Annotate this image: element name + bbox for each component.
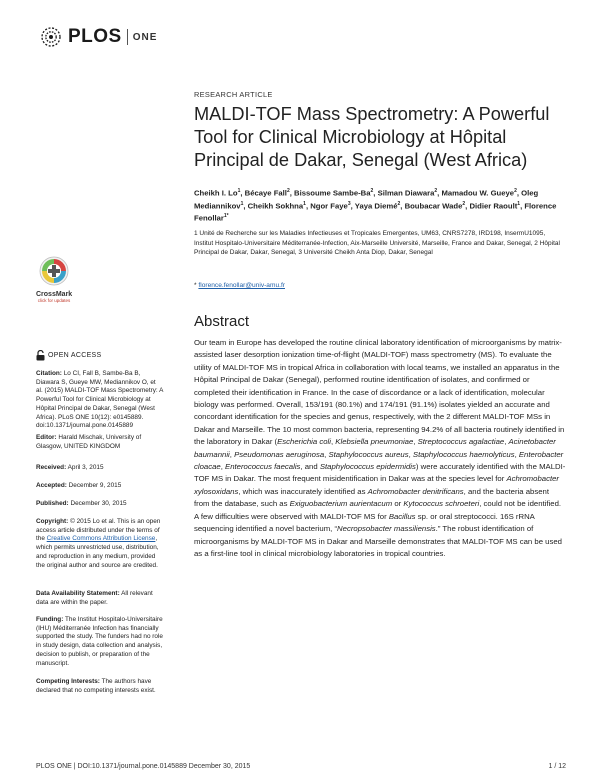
species-name: Pseudomonas aeruginosa: [234, 449, 325, 459]
species-name: Klebsiella pneumoniae: [335, 437, 414, 447]
received-date: April 3, 2015: [66, 464, 104, 471]
species-name: Kytococcus schroeteri: [403, 499, 480, 509]
license-link[interactable]: Creative Commons Attribution License: [46, 535, 156, 543]
funding-text: The Institut Hospitalo-Universitaire (IHU) Méditerranée Infection has financially supported the study. The funders had no role in study design, data collection and analysis, decision to publish, or preparation of the manuscript.: [36, 616, 163, 667]
crossmark-icon: [39, 256, 69, 286]
logo-text: PLOS: [68, 26, 122, 47]
author-name: Boubacar Wade: [404, 201, 463, 211]
author-name: Cheikh I. Lo: [194, 188, 238, 198]
abstract-text: Our team in Europe has developed the routine clinical laboratory identification of microorganisms by matrix-assisted laser desorption ionization time-of-flight (MALDI-TOF) mass spectrometry (MS). To evaluate the utility of MALDI-TOF MS in tropical Africa in collaboration with local teams, we installed an apparatus in the Hôpital Principal de Dakar (Senegal), performed routine identification of isolates, and confirmed or completed their identification in France. In the case of discordance or a lack of identification, molecular biology was performed. Overall, 153/191 (80.1%) and 174/191 (91.1%) isolates yielded an accurate and concordant identification for the species and genus, respectively, with the 2 different MALDI-TOF MSs in Dakar and Marseille. The 10 most common bacteria, representing 94.2% of all bacteria routinely identified in the laboratory in Dakar (Escherichia coli, Klebsiella pneumoniae, Streptococcus agalactiae, Acinetobacter baumannii, Pseudomonas aeruginosa, Staphylococcus aureus, Staphylococcus haemolyticus, Enterobacter cloacae, Enterococcus faecalis, and Staphylococcus epidermidis) were accurately identified with the MALDI-TOF MS in Dakar. The most frequent misidentification in Dakar was at the species level for Achromobacter xylosoxidans, which was inaccurately identified as Achromobacter denitrificans, and the bacteria absent from the database, such as Exiguobacterium aurientacum or Kytococcus schroeteri, could not be identified. A few difficulties were observed with MALDI-TOF MS for Bacillus sp. or oral streptococci. 16S rRNA sequencing identified a novel bacterium, “Necropsobacter massiliensis.” The robust identification of microorganisms by MALDI-TOF MS in Dakar and Marseille demonstrates that MALDI-TOF MS can be used as a first-line tool in clinical microbiology laboratories in tropical countries.: [194, 338, 566, 558]
open-access-badge: [36, 350, 101, 361]
competing-interests-text: The authors have declared that no competing interests exist.: [36, 678, 156, 694]
editor-text: Harald Mischak, University of Glasgow, UNITED KINGDOM: [36, 434, 142, 450]
author-affiliation-sup: 2: [397, 200, 401, 207]
author-name: Mamadou W. Gueye: [441, 188, 515, 198]
competing-interests-label: Competing Interests:: [36, 678, 100, 685]
article-type: RESEARCH ARTICLE: [194, 90, 273, 99]
data-availability-text: All relevant data are within the paper.: [36, 590, 153, 606]
citation-label: Citation:: [36, 370, 62, 377]
author-name: Florence Fenollar: [194, 201, 557, 223]
competing-interests-block: [36, 678, 164, 695]
email-prefix: *: [194, 282, 199, 289]
species-name: Enterococcus faecalis: [225, 462, 301, 472]
species-name: Achromobacter xylosoxidans: [194, 474, 559, 496]
species-name: Achromobacter denitrificans: [367, 486, 464, 496]
editor-block: [36, 434, 164, 451]
author-affiliation-sup: 2: [514, 188, 517, 194]
article-title: MALDI-TOF Mass Spectrometry: A Powerful Tool for Clinical Microbiology at Hôpital Principal de Dakar, Senegal (West Africa): [194, 104, 550, 170]
author-affiliation-sup: 2: [462, 200, 466, 207]
author-affiliation-sup: 1: [517, 200, 521, 207]
page-number: 1 / 12: [548, 763, 566, 770]
copyright-block: [36, 518, 164, 570]
logo-divider: [127, 29, 128, 45]
published-date: December 30, 2015: [68, 500, 127, 507]
received-label: Received:: [36, 464, 67, 471]
copyright-text: © 2015 Lo et al. This is an open access article distributed under the terms of the: [36, 518, 161, 543]
received-block: [36, 464, 164, 473]
funding-label: Funding:: [36, 616, 64, 623]
author-name: Bissoume Sambe-Ba: [294, 188, 371, 198]
author-affiliation-sup: 1*: [223, 213, 229, 220]
author-name: Silman Diawara: [377, 188, 435, 198]
open-access-label: OPEN ACCESS: [48, 352, 102, 359]
species-name: Staphylococcus haemolyticus: [412, 449, 515, 459]
open-lock-icon: [36, 350, 45, 361]
species-name: Exiguobacterium aurientacum: [289, 499, 393, 509]
species-name: Necropsobacter massiliensis: [337, 524, 436, 534]
email-link[interactable]: florence.fenollar@univ-amu.fr: [198, 282, 285, 289]
author-list: Cheikh I. Lo$^1$, Bécaye Fall$^2$, Bissoume Sambe-Ba$^2$, Silman Diawara$^2$, Mamadou W. Gueye$^2$, Oleg Mediannikov$^1$, Cheikh Sokhna$^1$, Ngor Faye$^3$, Yaya Diemé$^2$, Boubacar Wade$^2$, Didier Raoult$^1$, Florence Fenollar$^{1*}$: [194, 188, 557, 223]
plos-one-logo[interactable]: [36, 26, 157, 48]
published-block: [36, 500, 164, 509]
data-availability-label: Data Availability Statement:: [36, 590, 120, 597]
page-footer: [36, 763, 566, 770]
author-name: Cheikh Sokhna: [247, 201, 304, 211]
accepted-label: Accepted:: [36, 482, 67, 489]
citation-text: Lo CI, Fall B, Sambe-Ba B, Diawara S, Gueye MW, Mediannikov O, et al. (2015) MALDI-TOF Mass Spectrometry: A Powerful Tool for Clinical Microbiology at Hôpital Principal de Dakar, Senegal (West Africa). PLoS ONE 10(12): e0145889. doi:10.1371/journal.pone.0145889: [36, 370, 164, 430]
species-name: Streptococcus agalactiae: [417, 437, 505, 447]
data-availability-block: [36, 590, 164, 607]
author-name: Oleg Mediannikov: [194, 188, 539, 211]
accepted-date: December 9, 2015: [66, 482, 122, 489]
copyright-text-end: , which permits unrestricted use, distribution, and reproduction in any medium, provided the original author and source are credited.: [36, 535, 159, 569]
author-affiliation-sup: 2: [434, 188, 438, 194]
author-name: Ngor Faye: [310, 201, 348, 211]
funding-block: [36, 616, 164, 668]
species-name: Bacillus: [388, 511, 416, 521]
author-affiliation-sup: 1: [303, 200, 306, 207]
species-name: Staphylococcus epidermidis: [319, 462, 416, 472]
editor-label: Editor:: [36, 434, 57, 441]
author-affiliation-sup: 2: [286, 188, 290, 194]
crossmark-subtitle: click for updates: [37, 298, 71, 303]
citation-block: [36, 370, 164, 431]
copyright-label: Copyright:: [36, 518, 69, 525]
abstract-heading: Abstract: [194, 313, 250, 330]
author-affiliation-sup: 1: [237, 188, 241, 194]
author-name: Bécaye Fall: [244, 188, 287, 198]
affiliations: 1 Unité de Recherche sur les Maladies Infectieuses et Tropicales Emergentes, UM63, CNRS7278, IRD198, InsermU1095, Institut Hospitalo-Universitaire Méditerranée-Infection, Aix-Marseille Université, Marseille, France and Dakar, Senegal, 2 Hôpital Principal de Dakar, Dakar, Senegal, 3 Université Cheikh Anta Diop, Dakar, Senegal: [194, 230, 560, 257]
published-label: Published:: [36, 500, 69, 507]
footer-citation: PLOS ONE | DOI:10.1371/journal.pone.0145889 December 30, 2015: [36, 763, 251, 770]
crossmark-badge[interactable]: [36, 256, 72, 303]
crossmark-title: CrossMark: [36, 291, 73, 298]
species-name: Escherichia coli: [277, 437, 331, 447]
plos-logo-icon: [36, 26, 66, 48]
accepted-block: [36, 482, 164, 491]
species-name: Acinetobacter baumannii: [194, 437, 556, 459]
species-name: Enterobacter cloacae: [194, 449, 564, 472]
author-affiliation-sup: 2: [370, 188, 374, 194]
author-affiliation-sup: 3: [347, 200, 351, 207]
species-name: Staphylococcus aureus: [328, 449, 409, 459]
author-name: Didier Raoult: [469, 201, 518, 211]
logo-journal-name: ONE: [132, 31, 158, 43]
author-name: Yaya Diemé: [354, 201, 398, 211]
author-affiliation-sup: 1: [240, 200, 244, 207]
corresponding-email[interactable]: [194, 282, 566, 289]
